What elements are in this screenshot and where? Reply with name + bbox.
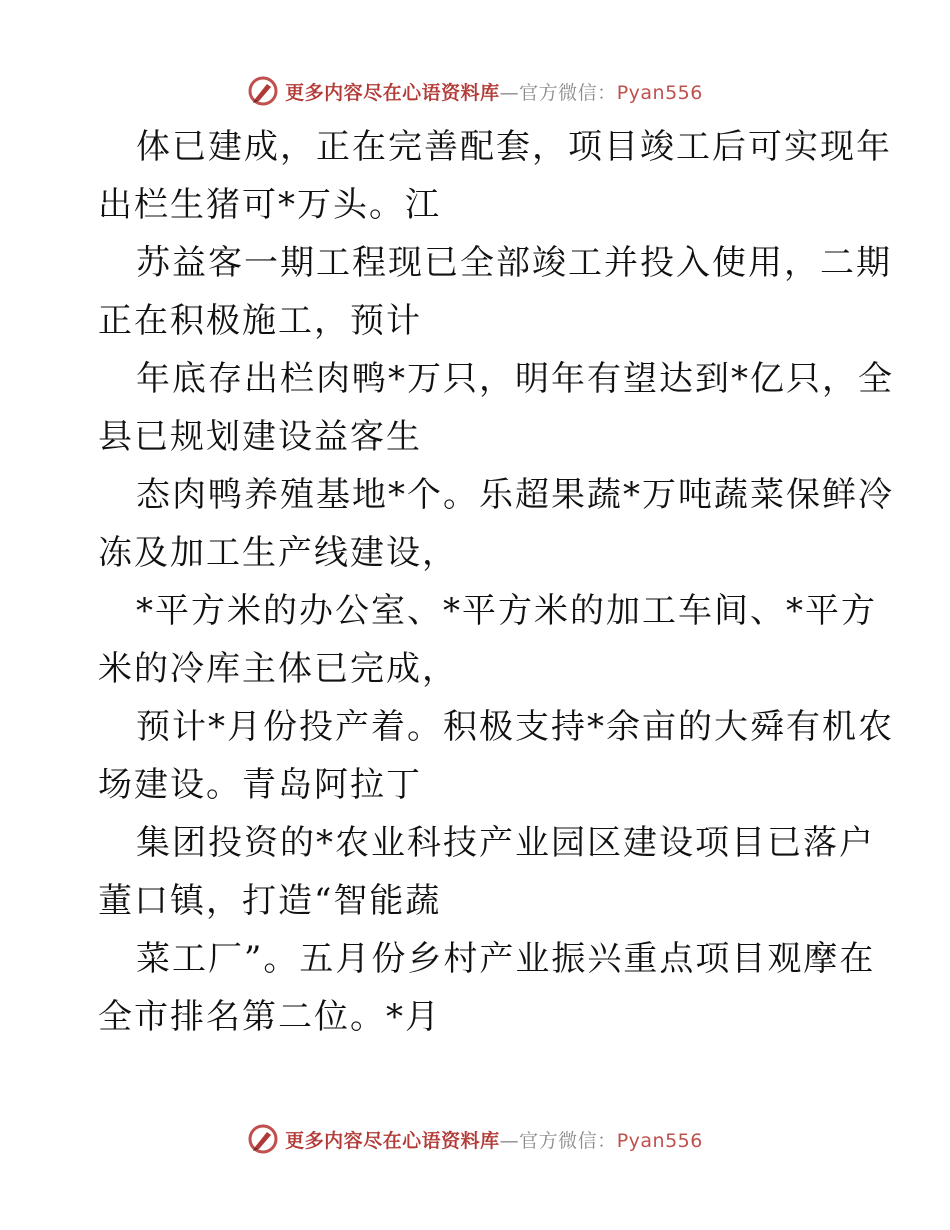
paragraph	[98, 698, 894, 814]
watermark-text: 更多内容尽在心语资料库—官方微信：Pyan556	[285, 1129, 703, 1152]
text-line: 场建设。青岛阿拉丁	[98, 765, 422, 805]
text-line: 全市排名第二位。*月	[98, 997, 441, 1037]
watermark-text: 更多内容尽在心语资料库—官方微信：Pyan556	[285, 81, 703, 104]
pen-logo-icon	[247, 75, 279, 107]
text-line: 年底存出栏肉鸭*万只，明年有望达到*亿只，全	[136, 359, 894, 399]
paragraph	[98, 234, 892, 350]
text-line: 集团投资的*农业科技产业园区建设项目已落户	[136, 823, 875, 863]
text-line: 菜工厂”。五月份乡村产业振兴重点项目观摩在	[136, 939, 876, 979]
text-line: 正在积极施工，预计	[98, 301, 422, 341]
text-line: 米的冷库主体已完成，	[98, 649, 458, 689]
text-line: 预计*月份投产着。积极支持*余亩的大舜有机农	[136, 707, 894, 747]
paragraph	[98, 350, 894, 466]
paragraph	[98, 814, 875, 930]
text-line: 县已规划建设益客生	[98, 417, 422, 457]
text-line: 董口镇，打造“智能蔬	[98, 881, 442, 921]
paragraph	[98, 930, 876, 1046]
document-body	[98, 118, 894, 1046]
text-line: 苏益客一期工程现已全部竣工并投入使用，二期	[136, 243, 892, 283]
paragraph	[98, 582, 877, 698]
text-line: 态肉鸭养殖基地*个。乐超果蔬*万吨蔬菜保鲜冷	[136, 475, 894, 515]
footer-watermark	[0, 1122, 950, 1156]
text-line: 体已建成，正在完善配套，项目竣工后可实现年	[136, 127, 892, 167]
text-line: 冻及加工生产线建设，	[98, 533, 458, 573]
header-watermark	[0, 74, 950, 108]
text-line: *平方米的办公室、*平方米的加工车间、*平方	[136, 591, 877, 631]
pen-logo-icon	[247, 1123, 279, 1155]
paragraph	[98, 466, 894, 582]
paragraph	[98, 118, 892, 234]
text-line: 出栏生猪可*万头。江	[98, 185, 441, 225]
